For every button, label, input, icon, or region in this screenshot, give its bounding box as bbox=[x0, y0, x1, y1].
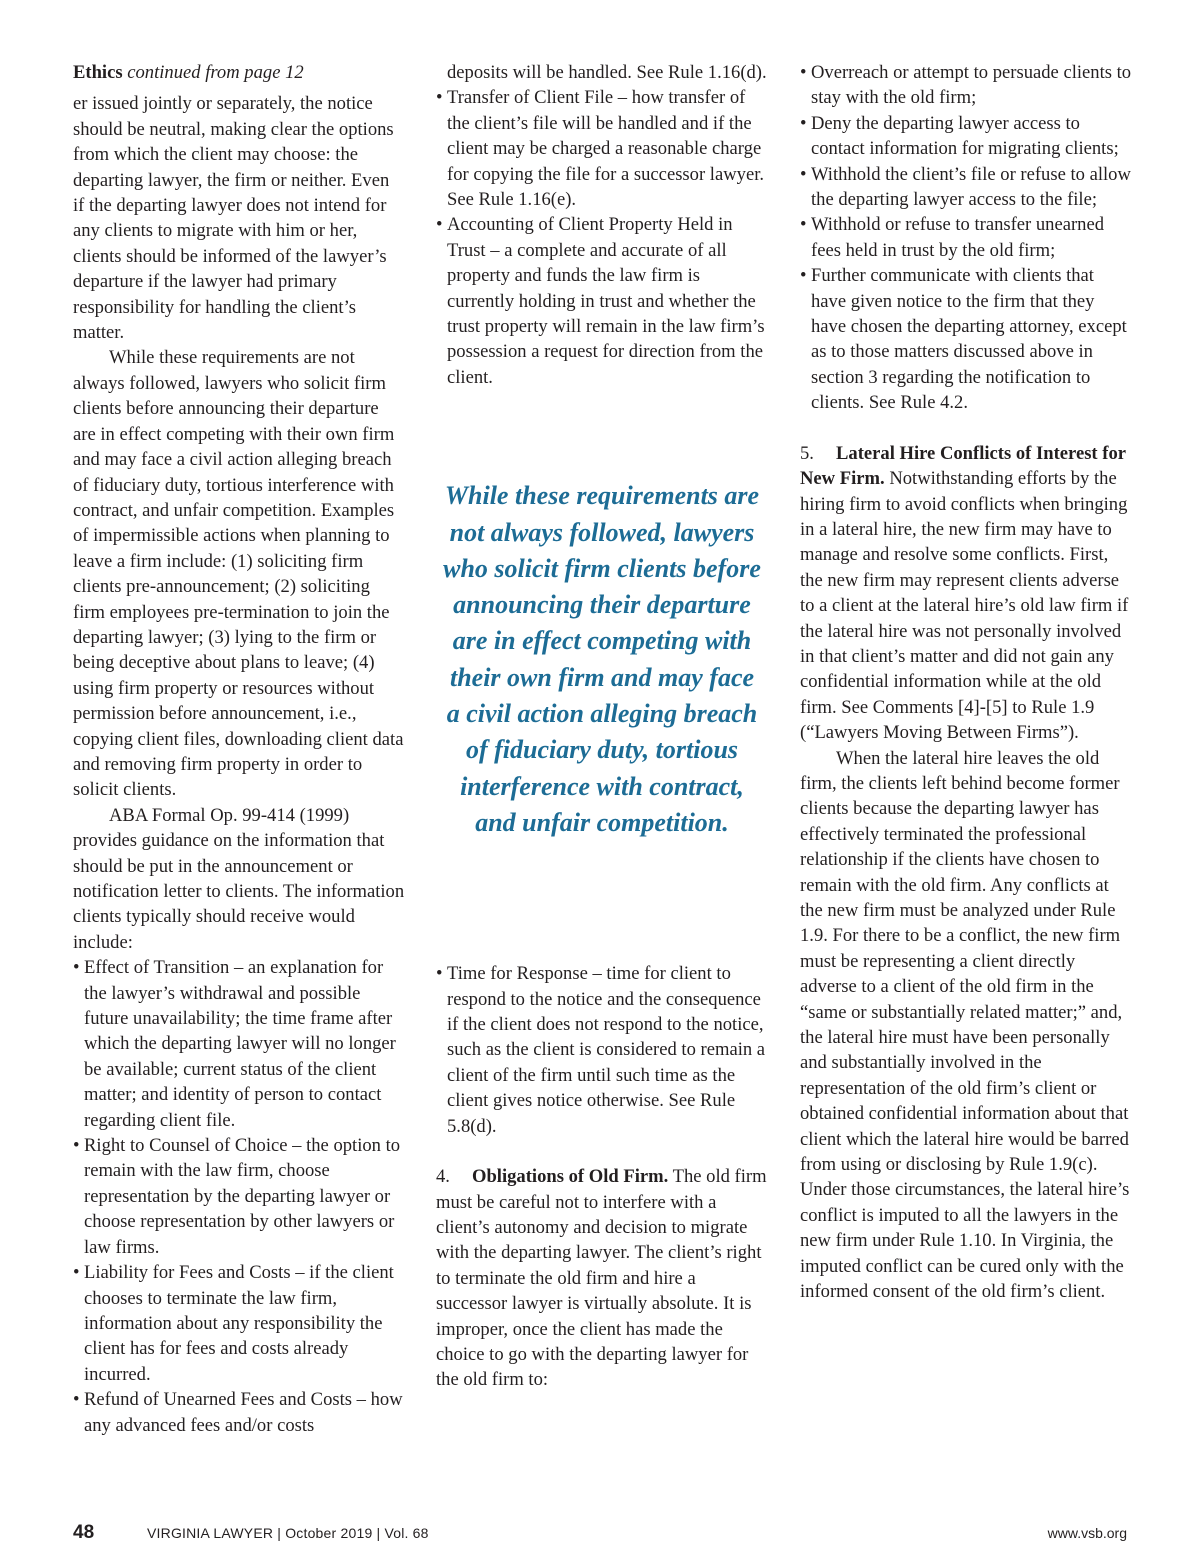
continued-note: continued from page 12 bbox=[127, 62, 304, 83]
bullet-list bbox=[436, 85, 768, 390]
body-paragraph: deposits will be handled. See Rule 1.16(d). bbox=[447, 62, 767, 83]
spacer bbox=[436, 1139, 768, 1164]
section-heading: Lateral Hire Conflicts of Interest for New Firm. bbox=[800, 442, 1126, 490]
section-text: The old firm must be careful not to interfere with a client’s autonomy and decision to migrate with the departing lawyer. The client’s right to terminate the old firm and hire a successor lawyer is virtually absolute. It is improper, once the client has made the choice to go with the departing lawyer for the old firm to: bbox=[436, 1166, 767, 1391]
page-footer bbox=[73, 1522, 1133, 1546]
bullet-list bbox=[800, 60, 1132, 416]
list-item: • Overreach or attempt to persuade clients to stay with the old firm; bbox=[800, 60, 1132, 111]
spacer bbox=[800, 416, 1132, 441]
column-middle bbox=[436, 60, 768, 1393]
body-paragraph: When the lateral hire leaves the old firm, the clients left behind become former clients because the departing lawyer has effectively terminated the professional relationship if the clients have chosen to remain with the old firm. Any conflicts at the new firm must be analyzed under Rule 1.9. For there to be a conflict, the new firm must be representing a client directly adverse to a client of the old firm in the “same or substantially related matter;” and, the lateral hire must have been personally and substantially involved in the representation of the old firm’s client or obtained confidential information about that client which the lateral hire would be barred from using or disclosing by Rule 1.9(c). Under those circumstances, the lateral hire’s conflict is imputed to all the lawyers in the new firm under Rule 1.10. In Virginia, the imputed conflict can be cured only with the informed consent of the old firm’s client. bbox=[800, 747, 1130, 1303]
list-item: • Refund of Unearned Fees and Costs – how any advanced fees and/or costs bbox=[73, 1387, 405, 1438]
page-number: 48 bbox=[73, 1522, 95, 1543]
section-number: 5. bbox=[800, 442, 814, 464]
list-item: • Withhold or refuse to transfer unearned fees held in trust by the old firm; bbox=[800, 212, 1132, 263]
list-item: • Time for Response – time for client to respond to the notice and the consequence if the client does not respond to the notice, such as the client is considered to remain a client of the firm until such time as the client gives notice otherwise. See Rule 5.8(d). bbox=[436, 961, 768, 1139]
section-text: Notwithstanding efforts by the hiring firm to avoid conflicts when bringing in a lateral hire, the new firm may have to manage and resolve some conflicts. First, the new firm may represent clients adverse to a client at the lateral hire’s old law firm if the lateral hire was not personally involved in that client’s matter and did not gain any confidential information while at the old firm. See Comments [4]-[5] to Rule 1.9 (“Lawyers Moving Between Firms”). bbox=[800, 468, 1129, 744]
body-paragraph: While these requirements are not always followed, lawyers who solicit firm clients before announcing their departure are in effect competing with their own firm and may face a civil action alleging breach of fiduciary duty, tortious interference with contract, and unfair competition. Examples of impermissible actions when planning to leave a firm include: (1) soliciting firm clients pre-announcement; (2) soliciting firm employees pre-termination to join the departing lawyer; (3) lying to the firm or being deceptive about plans to leave; (4) using firm property or resources without permission before announcement, i.e., copying client files, downloading client data and removing firm property in order to solicit clients. bbox=[73, 347, 404, 801]
section-kicker: Ethics bbox=[73, 62, 123, 83]
section-number: 4. bbox=[436, 1166, 450, 1188]
bullet-list bbox=[73, 955, 405, 1438]
list-item: • Transfer of Client File – how transfer of the client’s file will be handled and if the client may be charged a reasonable charge for copying the file for a successor lawyer. See Rule 1.16(e). bbox=[436, 85, 768, 212]
section-paragraph bbox=[800, 441, 1132, 746]
spacer bbox=[436, 390, 768, 478]
list-item: • Deny the departing lawyer access to contact information for migrating clients; bbox=[800, 111, 1132, 162]
column-left bbox=[73, 60, 405, 1438]
spacer bbox=[436, 841, 768, 961]
list-item: • Right to Counsel of Choice – the option to remain with the law firm, choose representation by the departing lawyer or choose representation by other lawyers or law firms. bbox=[73, 1133, 405, 1260]
body-paragraph: er issued jointly or separately, the notice should be neutral, making clear the options from which the client may choose: the departing lawyer, the firm or neither. Even if the departing lawyer does not intend for any clients to migrate with him or her, clients should be informed of the lawyer’s departure if the lawyer had primary responsibility for handling the client’s matter. bbox=[73, 93, 394, 344]
publication-masthead: VIRGINIA LAWYER | October 2019 | Vol. 68 bbox=[147, 1525, 429, 1541]
pull-quote: While these requirements are not always followed, lawyers who solicit firm clients before announcing their departure are in effect competing with their own firm and may face a civil action alleging breach of fiduciary duty, tortious interference with contract, and unfair competition. bbox=[443, 481, 761, 837]
bullet-list bbox=[436, 961, 768, 1139]
website-url: www.vsb.org bbox=[1047, 1525, 1127, 1541]
list-item: • Liability for Fees and Costs – if the client chooses to terminate the law firm, information about any responsibility the client has for fees and costs already incurred. bbox=[73, 1260, 405, 1387]
body-paragraph: ABA Formal Op. 99-414 (1999) provides guidance on the information that should be put in the announcement or notification letter to clients. The information clients typically should receive would include: bbox=[73, 804, 405, 953]
section-heading: Obligations of Old Firm. bbox=[472, 1166, 669, 1188]
column-right bbox=[800, 60, 1132, 1305]
list-item: • Effect of Transition – an explanation for the lawyer’s withdrawal and possible future unavailability; the time frame after which the departing lawyer will no longer be available; current status of the client matter; and identity of person to contact regarding client file. bbox=[73, 955, 405, 1133]
continuation-header bbox=[73, 60, 405, 85]
section-paragraph bbox=[436, 1164, 768, 1393]
list-item: • Withhold the client’s file or refuse to allow the departing lawyer access to the file; bbox=[800, 162, 1132, 213]
list-item: • Further communicate with clients that have given notice to the firm that they have chosen the departing attorney, except as to those matters discussed above in section 3 regarding the notification to clients. See Rule 4.2. bbox=[800, 263, 1132, 415]
list-item: • Accounting of Client Property Held in Trust – a complete and accurate of all property and funds the law firm is currently holding in trust and whether the trust property will remain in the law firm’s possession a request for direction from the client. bbox=[436, 212, 768, 390]
